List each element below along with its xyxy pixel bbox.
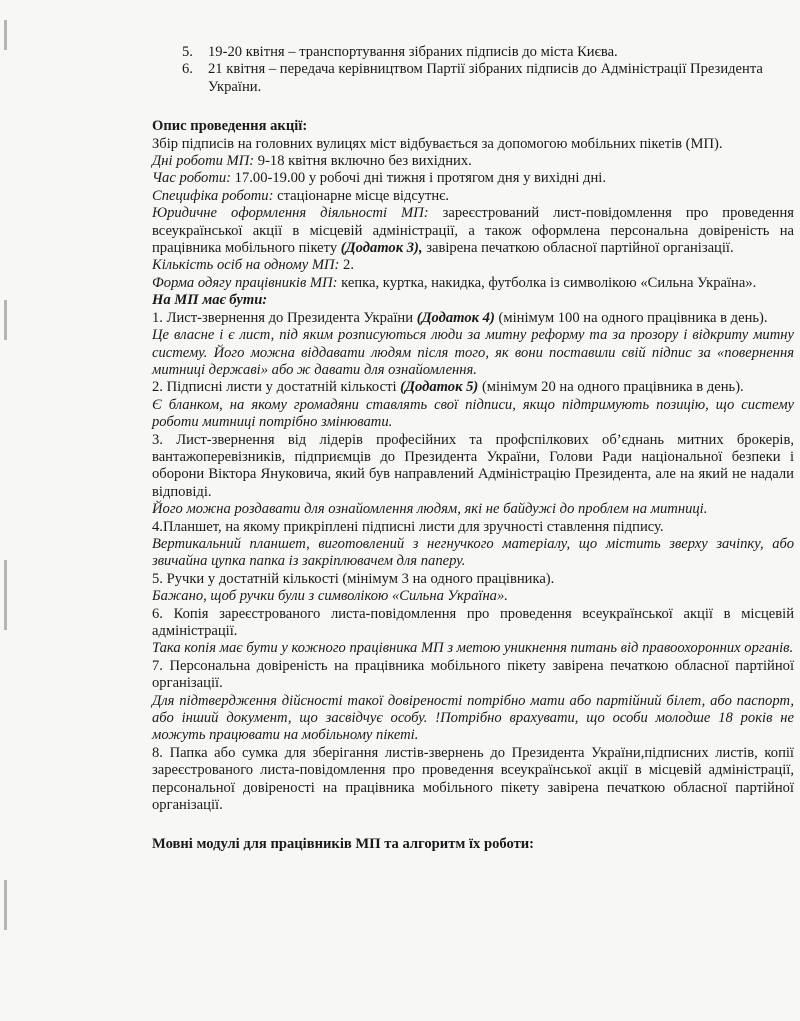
item-note: Це власне і є лист, під яким розписуються люди за митну реформу та за прозору і відкриту митну систему. Його можна віддавати людям після того, як вони поставили свій підпис за «повернення митниці державі» або ж давати для ознайомлення. [152,327,794,378]
item-note: Для підтвердження дійсності такої довіреності потрібно мати або партійний білет, або паспорт, або інший документ, що засвідчує особу. !Потрібно врахувати, що особи молодше 18 років не можуть працювати на мобільному пікеті. [152,692,794,744]
item-note: Вертикальний планшет, виготовлений з негнучкого матеріалу, що містить зверху зачіпку, або звичайна цупка папка із закріплювачем для паперу. [152,535,794,570]
list-item: 8. Папка або сумка для зберігання листів-звернень до Президента України,підписних листів, копії зареєстрованого листа-повідомлення про проведення всеукраїнської акції в місцевій адміністрації, персональної довіреності на працівника мобільного пікету завірена печаткою обласної партійної організації. [152,744,794,814]
scan-artifact [4,300,7,340]
spec-line: Специфіка роботи: стаціонарне місце відсутнє. [152,187,450,204]
time-line: Час роботи: 17.00-19.00 у робочі дні тижня і протягом дня у вихідні дні. [152,170,606,187]
list-item: 6. Копія зареєстрованого листа-повідомлення про проведення всеукраїнської акції в місцевій адміністрації. Така копія має бути у кожного працівника МП з метою уникнення питань від правоохоронних органів. [152,605,794,657]
top-list [152,44,794,96]
list-item: 5. Ручки у достатній кількості (мінімум 3 на одного працівника). Бажано, щоб ручки були з символікою «Сильна Україна». [152,571,794,606]
clothes-line: Форма одягу працівників МП: кепка, куртка, накидка, футболка із символікою «Сильна Україна». [152,274,757,291]
list-item: 1. Лист-звернення до Президента України (Додаток 4) (мінімум 100 на одного працівника в день). Це власне і є лист, під яким розписуються люди за митну реформу та за прозору і відкриту митну систему. Його можна віддавати людям після того, як вони поставили свій підпис за «повернення митниці державі» або ж давати для ознайомлення. [152,309,794,378]
list-item: 4.Планшет, на якому прикріплені підписні листи для зручності ставлення підпису. Вертикальний планшет, виготовлений з негнучкого матеріалу, що містить зверху зачіпку, або звичайна цупка папка із закріплювачем для паперу. [152,518,794,570]
scan-artifact [4,560,7,630]
section-title: Опис проведення акції: [152,118,308,135]
scan-artifact [4,880,7,930]
items-list [152,310,794,815]
list-item: 6. 21 квітня – передача керівництвом Партії зібраних підписів до Адміністрації Президента України. [182,61,763,95]
item-note: Така копія має бути у кожного працівника МП з метою уникнення питань від правоохоронних органів. [152,640,794,657]
list-item: 3. Лист-звернення від лідерів професійних та профспілкових об’єднань митних брокерів, вантажоперевізників, підприємців до Президента України, Голови Ради національної безпеки і оборони Віктора Януковича, який був направлений Адміністрацію Президента, але на який не надали відповіді. Його можна роздавати для ознайомлення людям, які не байдужі до проблем на митниці. [152,431,794,518]
scan-artifact [4,20,7,50]
footer-heading: Мовні модулі для працівників МП та алгоритм їх роботи: [152,836,535,853]
must-have-heading: На МП має бути: [152,292,268,309]
list-item: 2. Підписні листи у достатній кількості (Додаток 5) (мінімум 20 на одного працівника в день). Є бланком, на якому громадяни ставлять свої підписи, якщо підтримують позицію, що систему роботи митниці потрібно змінювати. [152,379,794,431]
list-item: 7. Персональна довіреність на працівника мобільного пікету завірена печаткою обласної партійної організації. Для підтвердження дійсності такої довіреності потрібно мати або партійний білет, або паспорт, або інший документ, що засвідчує особу. !Потрібно врахувати, що особи молодше 18 років не можуть працювати на мобільному пікеті. [152,657,794,744]
intro-paragraph: Збір підписів на головних вулицях міст відбувається за допомогою мобільних пікетів (МП). [152,135,723,152]
document-body [152,44,794,854]
days-line: Дні роботи МП: 9-18 квітня включно без вихідних. [152,153,472,170]
item-note: Його можна роздавати для ознайомлення людям, які не байдужі до проблем на митниці. [152,501,708,518]
legal-paragraph: Юридичне оформлення діяльності МП: зареєстрований лист-повідомлення про проведення всеукраїнської акції в місцевій адміністрації, а також оформлена персональна довіреність на працівника мобільного пікету (Додаток 3), завірена печаткою обласної партійної організації. [152,205,794,257]
item-note: Є бланком, на якому громадяни ставлять свої підписи, якщо підтримують позицію, що систему роботи митниці потрібно змінювати. [152,396,794,431]
list-item: 5. 19-20 квітня – транспортування зібраних підписів до міста Києва. [182,44,618,60]
item-note: Бажано, щоб ручки були з символікою «Сильна Україна». [152,588,508,605]
count-line: Кількість осіб на одному МП: 2. [152,257,354,274]
